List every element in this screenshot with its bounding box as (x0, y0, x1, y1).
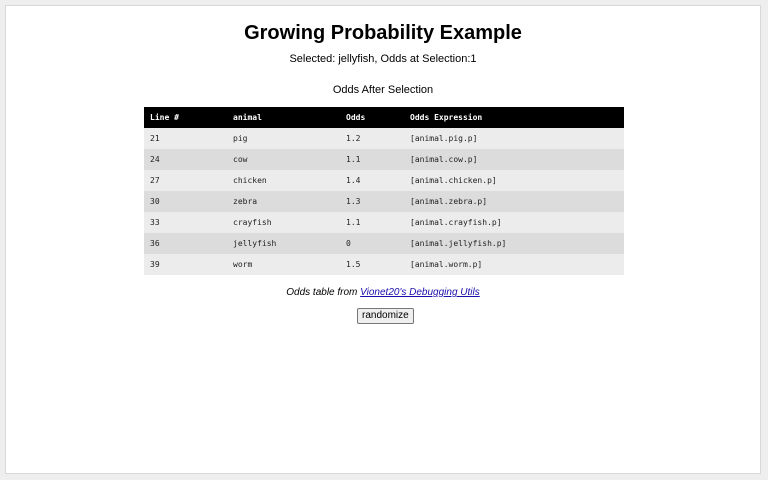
cell-line: 30 (144, 191, 227, 212)
attribution-note (6, 286, 760, 300)
table-row (144, 149, 624, 170)
cell-line: 33 (144, 212, 227, 233)
cell-odds: 1.2 (340, 128, 404, 149)
page-title: Growing Probability Example (244, 22, 522, 44)
odds-table (144, 107, 624, 275)
cell-odds: 1.5 (340, 254, 404, 275)
cell-line: 27 (144, 170, 227, 191)
column-header-odds-expression: Odds Expression (404, 107, 624, 128)
cell-line: 21 (144, 128, 227, 149)
cell-expression: [animal.zebra.p] (404, 191, 624, 212)
table-row (144, 128, 624, 149)
cell-animal: worm (227, 254, 340, 275)
table-header-row (144, 107, 624, 128)
cell-line: 24 (144, 149, 227, 170)
cell-animal: crayfish (227, 212, 340, 233)
cell-expression: [animal.pig.p] (404, 128, 624, 149)
column-header-odds: Odds (340, 107, 404, 128)
cell-expression: [animal.cow.p] (404, 149, 624, 170)
cell-line: 39 (144, 254, 227, 275)
column-header-animal: animal (227, 107, 340, 128)
table-row (144, 212, 624, 233)
cell-animal: chicken (227, 170, 340, 191)
cell-animal: zebra (227, 191, 340, 212)
table-caption: Odds After Selection (332, 84, 434, 96)
cell-animal: pig (227, 128, 340, 149)
table-row (144, 170, 624, 191)
cell-odds: 1.1 (340, 149, 404, 170)
cell-odds: 1.1 (340, 212, 404, 233)
table-row (144, 254, 624, 275)
randomize-button[interactable]: randomize (357, 308, 414, 324)
cell-animal: cow (227, 149, 340, 170)
table-row (144, 191, 624, 212)
cell-expression: [animal.jellyfish.p] (404, 233, 624, 254)
cell-odds: 1.4 (340, 170, 404, 191)
page-container (5, 5, 761, 474)
table-row (144, 233, 624, 254)
cell-odds: 1.3 (340, 191, 404, 212)
cell-expression: [animal.crayfish.p] (404, 212, 624, 233)
cell-odds: 0 (340, 233, 404, 254)
attribution-prefix: Odds table from (286, 287, 361, 298)
column-header-line: Line # (144, 107, 227, 128)
cell-expression: [animal.worm.p] (404, 254, 624, 275)
cell-animal: jellyfish (227, 233, 340, 254)
debugging-utils-link[interactable]: Vionet20's Debugging Utils (360, 287, 480, 298)
cell-expression: [animal.chicken.p] (404, 170, 624, 191)
cell-line: 36 (144, 233, 227, 254)
selection-status: Selected: jellyfish, Odds at Selection:1 (289, 53, 477, 65)
